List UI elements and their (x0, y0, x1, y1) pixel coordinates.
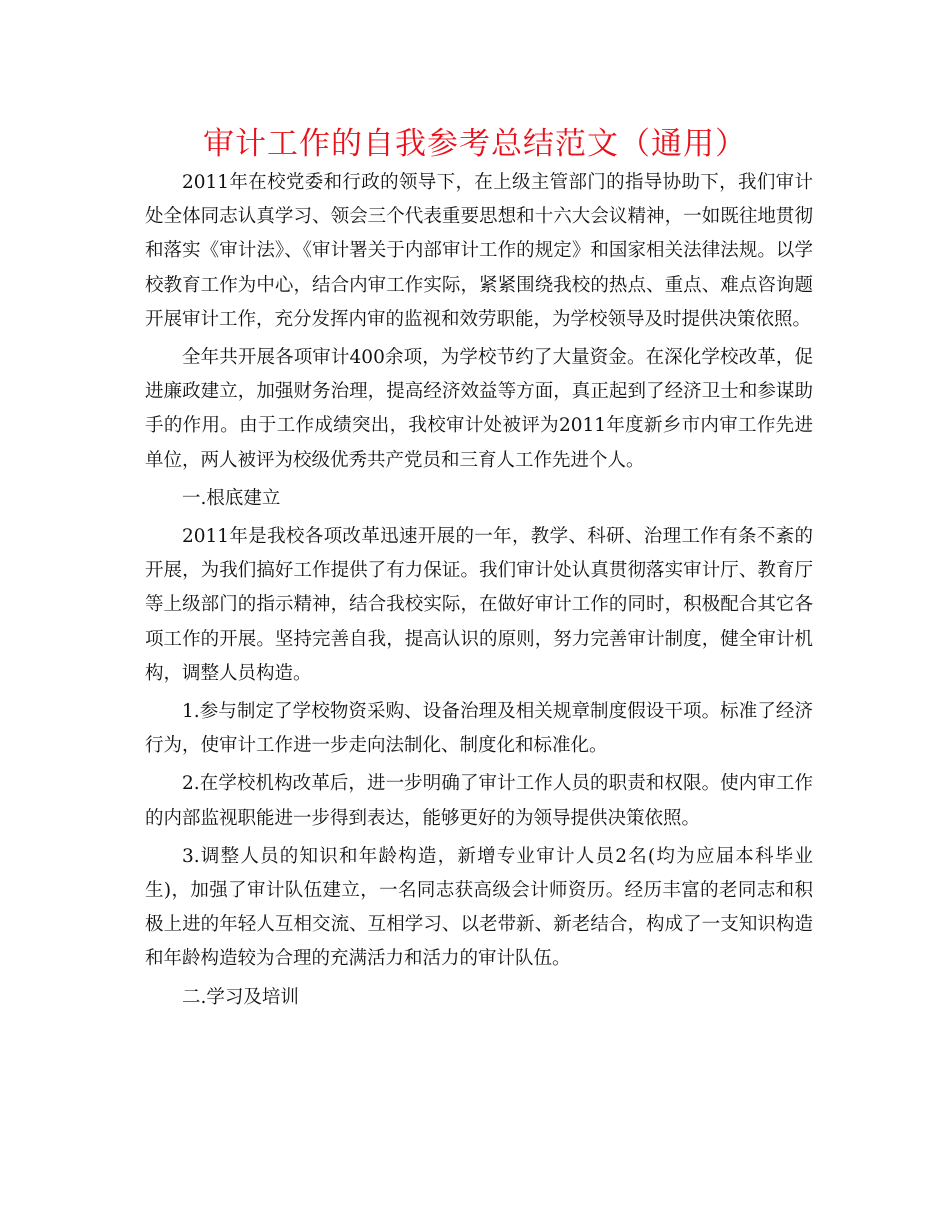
paragraph-item-2: 2.在学校机构改革后，进一步明确了审计工作人员的职责和权限。使内审工作的内部监视职能进一步得到表达，能够更好的为领导提供决策依照。 (145, 773, 813, 829)
paragraph-intro: 2011年在校党委和行政的领导下，在上级主管部门的指导协助下，我们审计处全体同志认真学习、领会三个代表重要思想和十六大会议精神，一如既往地贯彻和落实《审计法》、《审计署关于内部审计工作的规定》和国家相关法律法规。以学校教育工作为中心，结合内审工作实际，紧紧围绕我校的热点、重点、难点咨询题开展审计工作，充分发挥内审的监视和效劳职能，为学校领导及时提供决策依照。 (145, 172, 813, 330)
paragraph-item-1: 1.参与制定了学校物资采购、设备治理及相关规章制度假设干项。标准了经济行为，使审计工作进一步走向法制化、制度化和标准化。 (145, 701, 813, 757)
section-heading-1: 一.根底建立 (182, 487, 281, 509)
document-body (145, 166, 813, 1019)
paragraph-summary: 全年共开展各项审计400余项，为学校节约了大量资金。在深化学校改革，促进廉政建立，加强财务治理，提高经济效益等方面，真正起到了经济卫士和参谋助手的作用。由于工作成绩突出，我校审计处被评为2011年度新乡市内审工作先进单位，两人被评为校级优秀共产党员和三育人工作先进个人。 (145, 347, 813, 471)
section-heading-2: 二.学习及培训 (182, 986, 299, 1008)
paragraph-section-1: 2011年是我校各项改革迅速开展的一年，教学、科研、治理工作有条不紊的开展，为我们搞好工作提供了有力保证。我们审计处认真贯彻落实审计厅、教育厅等上级部门的指示精神，结合我校实际，在做好审计工作的同时，积极配合其它各项工作的开展。坚持完善自我，提高认识的原则，努力完善审计制度，健全审计机构，调整人员构造。 (145, 526, 813, 684)
paragraph-item-3: 3.调整人员的知识和年龄构造，新增专业审计人员2名(均为应届本科毕业生)，加强了审计队伍建立，一名同志获高级会计师资历。经历丰富的老同志和积极上进的年轻人互相交流、互相学习、以老带新、新老结合，构成了一支知识构造和年龄构造较为合理的充满活力和活力的审计队伍。 (145, 845, 813, 970)
document-title: 审计工作的自我参考总结范文（通用） (203, 126, 747, 162)
